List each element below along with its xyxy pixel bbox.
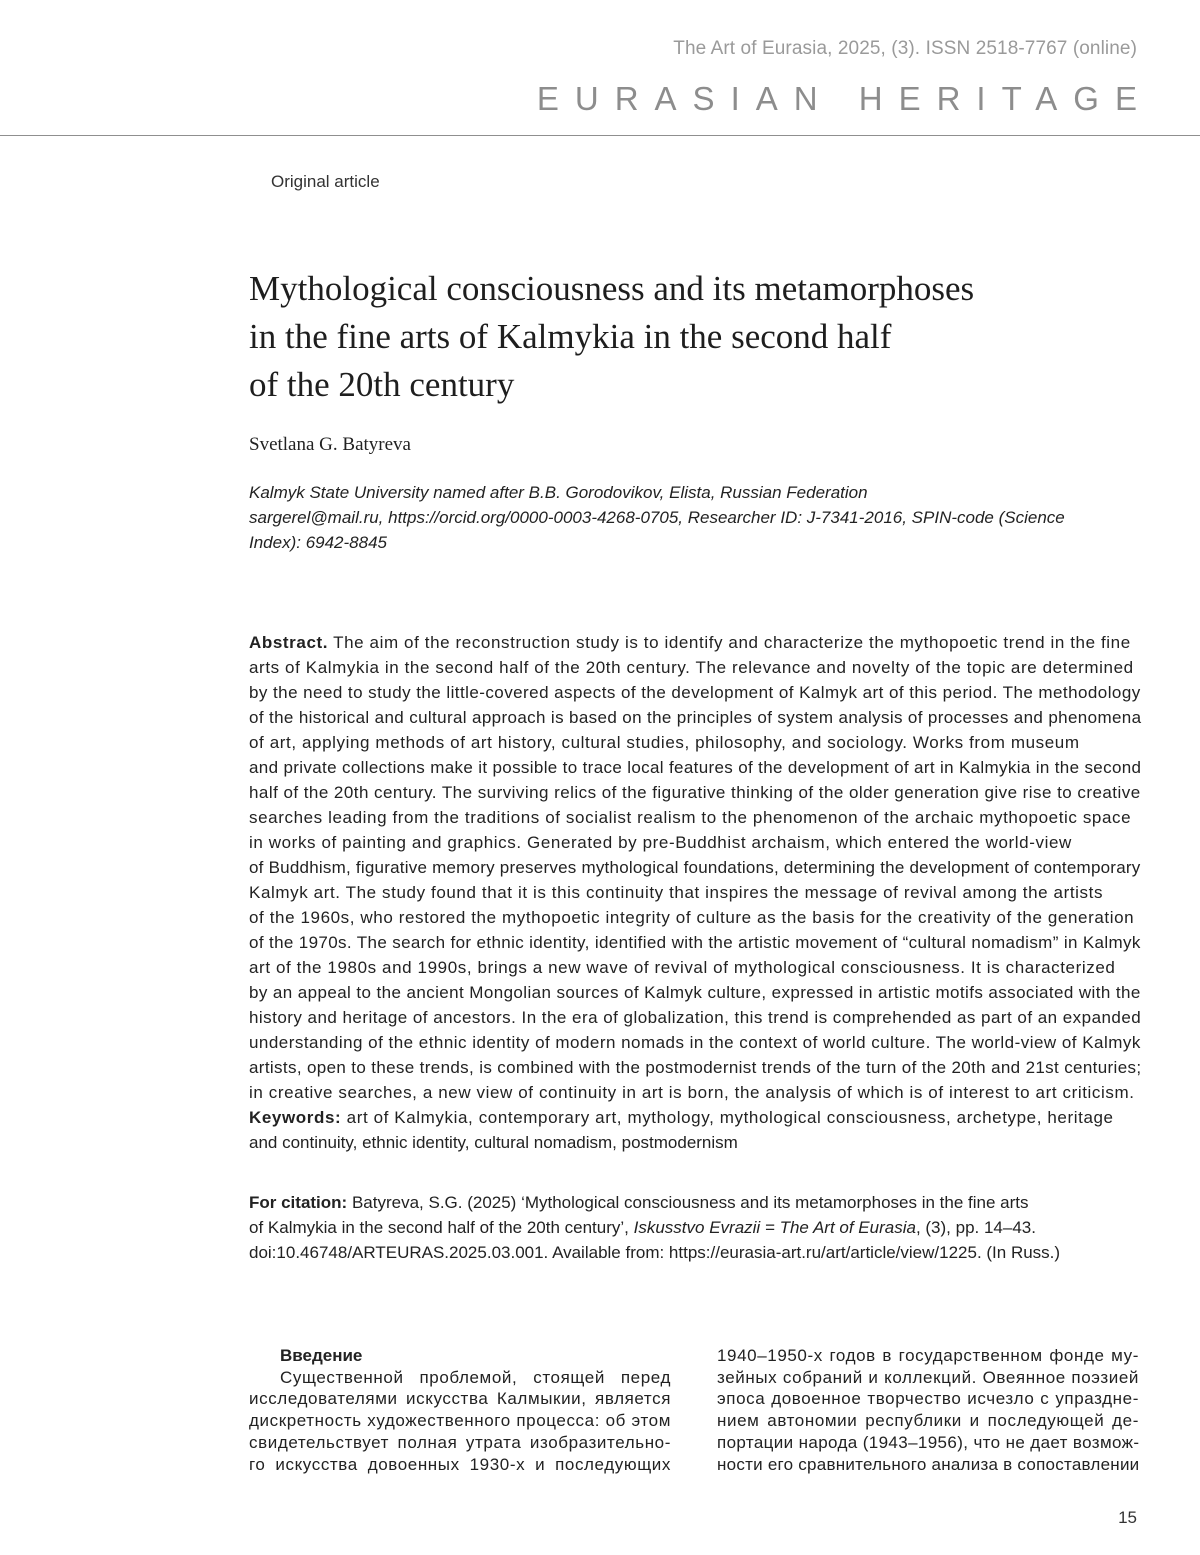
abstract-line: art of the 1980s and 1990s, brings a new wave of revival of mythological consciousness. It is characterized bbox=[249, 958, 1116, 977]
abstract-line: history and heritage of ancestors. In the era of globalization, this trend is comprehended as part of an expanded bbox=[249, 1008, 1142, 1027]
affiliation-contacts: sargerel@mail.ru, https://orcid.org/0000-0003-4268-0705, Researcher ID: J-7341-2016, SPIN-code (Science bbox=[249, 508, 1065, 527]
body-line: зейных собраний и коллекций. Овеянное поэзией bbox=[717, 1367, 1139, 1387]
abstract-line: arts of Kalmykia in the second half of the 20th century. The relevance and novelty of the topic are determined bbox=[249, 658, 1134, 677]
journal-info: The Art of Eurasia, 2025, (3). ISSN 2518-7767 (online) bbox=[673, 38, 1137, 59]
title-line: Mythological consciousness and its metamorphoses bbox=[249, 269, 975, 308]
citation-label: For citation: bbox=[249, 1193, 348, 1212]
citation-text: of Kalmykia in the second half of the 20th century’, bbox=[249, 1218, 634, 1237]
abstract bbox=[249, 630, 1141, 1155]
keywords-label: Keywords: bbox=[249, 1108, 342, 1127]
citation-line bbox=[249, 1215, 1141, 1240]
citation-text: , (3), pp. 14–43. bbox=[915, 1218, 1036, 1237]
header-divider bbox=[0, 135, 1200, 136]
abstract-line: artists, open to these trends, is combined with the postmodernist trends of the turn of the 20th and 21st centuries; bbox=[249, 1058, 1142, 1077]
body-line: дискретность художественного процесса: об этом bbox=[249, 1411, 671, 1431]
body-line: 1940–1950-х годов в государственном фонде му- bbox=[717, 1346, 1139, 1365]
abstract-text: The aim of the reconstruction study is to identify and characterize the mythopoetic trend in the fine bbox=[328, 633, 1131, 652]
abstract-line: Kalmyk art. The study found that it is this continuity that inspires the message of revival among the artists bbox=[249, 883, 1104, 902]
body-line: эпоса довоенное творчество исчезло с упраздне- bbox=[717, 1389, 1139, 1409]
abstract-line: half of the 20th century. The surviving relics of the figurative thinking of the older generation give rise to creative bbox=[249, 783, 1141, 802]
citation-doi-line: doi:10.46748/ARTEURAS.2025.03.001. Available from: https://eurasia-art.ru/art/article/view/1225. (In Russ.) bbox=[249, 1243, 1061, 1262]
abstract-line bbox=[249, 630, 1141, 655]
citation bbox=[249, 1190, 1141, 1265]
keywords-line bbox=[249, 1105, 1141, 1130]
abstract-line: by an appeal to the ancient Mongolian sources of Kalmyk culture, expressed in artistic motifs associated with the bbox=[249, 983, 1141, 1002]
body-line: свидетельствует полная утрата изобразительно- bbox=[249, 1432, 671, 1452]
body-column-right bbox=[717, 1345, 1139, 1475]
keywords-text: art of Kalmykia, contemporary art, mythology, mythological consciousness, archetype, heritage bbox=[341, 1108, 1114, 1127]
abstract-line: of the historical and cultural approach is based on the principles of system analysis of processes and phenomena bbox=[249, 708, 1142, 727]
body-line: го искусства довоенных 1930-х и последующих bbox=[249, 1454, 671, 1474]
citation-line bbox=[249, 1190, 1141, 1215]
abstract-line: and private collections make it possible to trace local features of the development of art in Kalmykia in the second bbox=[249, 758, 1142, 777]
abstract-line: understanding of the ethnic identity of modern nomads in the context of world culture. The world-view of Kalmyk bbox=[249, 1033, 1141, 1052]
author-affiliation bbox=[249, 480, 1144, 555]
title-line: of the 20th century bbox=[249, 365, 515, 404]
title-line: in the fine arts of Kalmykia in the second half bbox=[249, 317, 892, 356]
abstract-line: of art, applying methods of art history, cultural studies, philosophy, and sociology. Works from museum bbox=[249, 733, 1080, 752]
abstract-line: of the 1960s, who restored the mythopoetic integrity of culture as the basis for the creativity of the generation bbox=[249, 908, 1135, 927]
abstract-line: searches leading from the traditions of socialist realism to the phenomenon of the archaic mythopoetic space bbox=[249, 808, 1132, 827]
abstract-line: by the need to study the little-covered aspects of the development of Kalmyk art of this period. The methodology bbox=[249, 683, 1141, 702]
body-line: портации народа (1943–1956), что не дает возмож- bbox=[717, 1432, 1140, 1452]
section-title: EURASIAN HERITAGE bbox=[536, 80, 1153, 117]
affiliation-line: Kalmyk State University named after B.B. Gorodovikov, Elista, Russian Federation bbox=[249, 483, 868, 502]
citation-text: Batyreva, S.G. (2025) ‘Mythological consciousness and its metamorphoses in the fine arts bbox=[347, 1193, 1029, 1212]
abstract-line: in creative searches, a new view of continuity in art is born, the analysis of which is of interest to art criticism. bbox=[249, 1083, 1135, 1102]
article-title bbox=[249, 265, 1149, 409]
abstract-label: Abstract. bbox=[249, 633, 329, 652]
page-number: 15 bbox=[1118, 1508, 1137, 1527]
body-column-left bbox=[249, 1345, 671, 1475]
affiliation-contacts-cont: Index): 6942-8845 bbox=[249, 533, 387, 552]
body-line: Существенной проблемой, стоящей перед bbox=[280, 1367, 671, 1387]
body-line: нием автономии республики и последующей де- bbox=[717, 1411, 1139, 1431]
author-name: Svetlana G. Batyreva bbox=[249, 434, 411, 455]
abstract-line: in works of painting and graphics. Generated by pre-Buddhist archaism, which entered the world-view bbox=[249, 833, 1072, 852]
journal-name: Iskusstvo Evrazii = The Art of Eurasia bbox=[633, 1218, 916, 1237]
keywords-line: and continuity, ethnic identity, cultural nomadism, postmodernism bbox=[249, 1133, 738, 1152]
body-line: исследователями искусства Калмыкии, является bbox=[249, 1389, 671, 1409]
abstract-line: of Buddhism, figurative memory preserves mythological foundations, determining the development of contemporary bbox=[249, 858, 1141, 877]
body-line: ности его сравнительного анализа в сопоставлении bbox=[717, 1454, 1140, 1474]
article-type: Original article bbox=[271, 172, 380, 191]
abstract-line: of the 1970s. The search for ethnic identity, identified with the artistic movement of “cultural nomadism” in Kalmyk bbox=[249, 933, 1141, 952]
section-heading: Введение bbox=[280, 1346, 363, 1365]
